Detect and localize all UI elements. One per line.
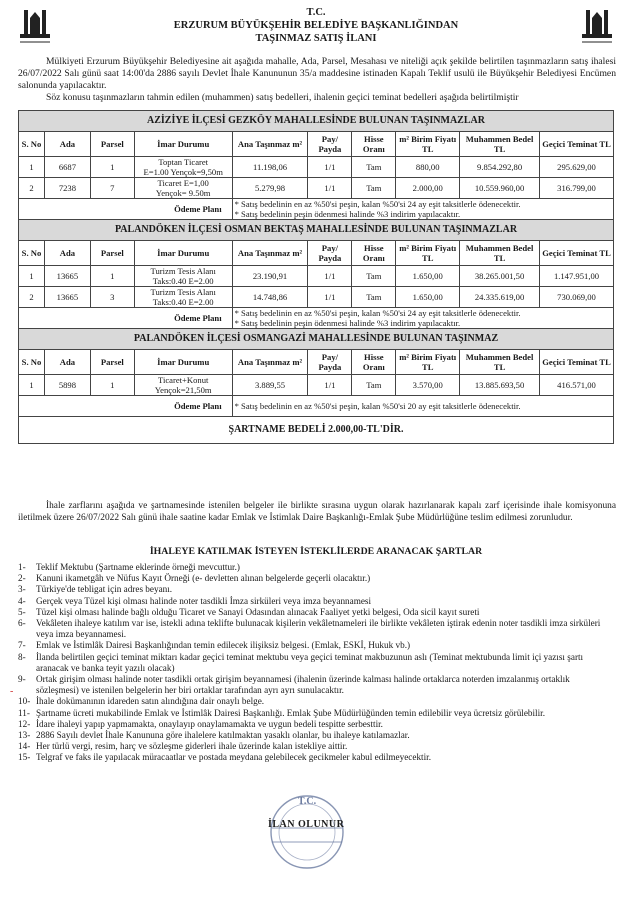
cell-unit: 880,00 bbox=[396, 157, 460, 178]
condition-item bbox=[18, 730, 614, 741]
cell-muh: 38.265.001,50 bbox=[460, 266, 540, 287]
cell-parsel: 1 bbox=[90, 266, 134, 287]
payment-plan-label: Ödeme Planı bbox=[19, 199, 233, 220]
cell-no: 2 bbox=[19, 178, 45, 199]
cell-area: 11.198,06 bbox=[232, 157, 308, 178]
condition-item bbox=[18, 719, 614, 730]
column-header: Muhammen Bedel TL bbox=[460, 132, 540, 157]
condition-item bbox=[18, 640, 614, 651]
column-header: Ada bbox=[44, 132, 90, 157]
table-row bbox=[19, 157, 614, 178]
section-header bbox=[19, 111, 614, 132]
condition-number: 10- bbox=[18, 696, 31, 707]
condition-number: 13- bbox=[18, 730, 31, 741]
condition-text: Ortak girişim olması halinde noter tasdikli ortak girişim beyannamesi (ihalenin üzerinde kalması halinde ortaklarca noterden imzalanmış ortaklık sözleşmesi) ve istenilen belgelerin her biri ortaklar tarafından ayrı ayrı sunulacaktır. bbox=[36, 674, 570, 696]
condition-text: Kanuni ikametgâh ve Nüfus Kayıt Örneği (e- devletten alınan belgelerde geçerli olacaktır.) bbox=[36, 573, 371, 584]
column-header: S. No bbox=[19, 132, 45, 157]
condition-item bbox=[18, 584, 614, 595]
cell-parsel: 1 bbox=[90, 157, 134, 178]
stamp-label: İLAN OLUNUR bbox=[268, 819, 345, 830]
payment-plan-line: * Satış bedelinin en az %50'si peşin, kalan %50'si 24 ay eşit taksitlerle ödenecektir. bbox=[234, 308, 521, 318]
condition-item bbox=[18, 618, 614, 640]
column-header: Pay/ Payda bbox=[308, 132, 352, 157]
cell-no: 1 bbox=[19, 375, 45, 396]
condition-number: 9- bbox=[18, 674, 26, 685]
condition-text: İdare ihaleyi yapıp yapmamakta, onaylayıp onaylamamakta ve uygun bedeli tespitte serbesttir. bbox=[36, 718, 383, 729]
imar-line2: Yençok= 9.50m bbox=[155, 188, 211, 198]
cell-pay: 1/1 bbox=[308, 266, 352, 287]
imar-line1: Ticaret E=1,00 bbox=[157, 178, 209, 188]
condition-number: 5- bbox=[18, 606, 26, 617]
condition-item bbox=[18, 752, 614, 763]
cell-ada: 13665 bbox=[44, 266, 90, 287]
cell-hisse: Tam bbox=[352, 287, 396, 308]
payment-plan-line: * Satış bedelinin peşin ödenmesi halinde %3 indirim yapılacaktır. bbox=[234, 209, 461, 219]
column-header: Pay/ Payda bbox=[308, 350, 352, 375]
column-header: Hisse Oranı bbox=[352, 241, 396, 266]
imar-line2: E=1.00 Yençok=9,50m bbox=[143, 167, 223, 177]
specification-fee: ŞARTNAME BEDELİ 2.000,00-TL'DİR. bbox=[19, 417, 614, 444]
cell-unit: 1.650,00 bbox=[396, 287, 460, 308]
cell-pay: 1/1 bbox=[308, 157, 352, 178]
condition-number: 6- bbox=[18, 618, 26, 629]
table-row bbox=[19, 178, 614, 199]
cell-ada: 7238 bbox=[44, 178, 90, 199]
intro-paragraph-1: Mülkiyeti Erzurum Büyükşehir Belediyesine ait aşağıda mahalle, Ada, Parsel, Mesahası ve niteliği açık şekilde belirtilen taşınmazların satış ihalesi 26/07/2022 Salı günü saat 14:00'da 2886 sayılı Devlet İhale Kanununun 35/a maddesine istinaden Kapalı Teklif usulü ile Büyükşehir Belediyesi Encümen salonunda yapılacaktır. bbox=[18, 56, 616, 91]
column-header: Muhammen Bedel TL bbox=[460, 350, 540, 375]
condition-text: Her türlü vergi, resim, harç ve sözleşme giderleri ihale üzerinde kalan istekliye aittir. bbox=[36, 741, 348, 752]
payment-plan-row bbox=[19, 308, 614, 329]
cell-parsel: 3 bbox=[90, 287, 134, 308]
imar-line2: Taks:0.40 E=2.00 bbox=[152, 276, 214, 286]
column-header-row bbox=[19, 132, 614, 157]
column-header: Geçici Teminat TL bbox=[540, 350, 614, 375]
table-row bbox=[19, 266, 614, 287]
imar-line1: Toptan Ticaret bbox=[158, 157, 209, 167]
cell-hisse: Tam bbox=[352, 157, 396, 178]
condition-item bbox=[18, 652, 614, 674]
cell-imar bbox=[134, 157, 232, 178]
cell-ada: 6687 bbox=[44, 157, 90, 178]
cell-tem: 416.571,00 bbox=[540, 375, 614, 396]
column-header-row bbox=[19, 350, 614, 375]
section-title: PALANDÖKEN İLÇESİ OSMAN BEKTAŞ MAHALLESİNDE BULUNAN TAŞINMAZLAR bbox=[19, 220, 614, 241]
condition-item bbox=[18, 696, 614, 707]
cell-tem: 316.799,00 bbox=[540, 178, 614, 199]
condition-number: 1- bbox=[18, 562, 26, 572]
cell-unit: 1.650,00 bbox=[396, 266, 460, 287]
specification-fee-row bbox=[19, 417, 614, 444]
payment-plan-line: * Satış bedelinin peşin ödenmesi halinde %3 indirim yapılacaktır. bbox=[234, 318, 461, 328]
column-header: Hisse Oranı bbox=[352, 132, 396, 157]
cell-no: 1 bbox=[19, 266, 45, 287]
condition-item bbox=[18, 562, 614, 573]
section-title: AZİZİYE İLÇESİ GEZKÖY MAHALLESİNDE BULUNAN TAŞINMAZLAR bbox=[19, 111, 614, 132]
condition-text: Teklif Mektubu (Şartname eklerinde örneği mevcuttur.) bbox=[36, 562, 240, 572]
official-stamp bbox=[252, 790, 362, 900]
cell-tem: 1.147.951,00 bbox=[540, 266, 614, 287]
condition-text: Emlak ve İstimlâk Dairesi Başkanlığından temin edilecek ilişiksiz belgesi. (Emlak, ESKİ, Hukuk vb.) bbox=[36, 640, 411, 651]
column-header: İmar Durumu bbox=[134, 241, 232, 266]
payment-plan-text bbox=[232, 308, 613, 329]
cell-pay: 1/1 bbox=[308, 178, 352, 199]
table-row bbox=[19, 287, 614, 308]
cell-imar bbox=[134, 178, 232, 199]
intro-paragraph-2: Söz konusu taşınmazların tahmin edilen (muhammen) satış bedelleri, ihalenin geçici teminat bedelleri aşağıda belirtilmiştir bbox=[46, 92, 519, 103]
cell-area: 23.190,91 bbox=[232, 266, 308, 287]
column-header: S. No bbox=[19, 241, 45, 266]
condition-item bbox=[18, 741, 614, 752]
column-header: Parsel bbox=[90, 350, 134, 375]
condition-text: İlanda belirtilen geçici teminat miktarı kadar geçici teminat mektubu veya geçici teminat makbuzunun aslı (Teminat mektubunda limit içi yazısı şartı aranacak ve banka teyit yazılı olacak) bbox=[36, 651, 584, 673]
payment-plan-line: * Satış bedelinin en az %50'si peşin, kalan %50'si 24 ay eşit taksitlerle ödenecektir. bbox=[234, 199, 521, 209]
cell-muh: 10.559.960,00 bbox=[460, 178, 540, 199]
header-line2: ERZURUM BÜYÜKŞEHİR BELEDİYE BAŞKANLIĞINDAN bbox=[173, 20, 459, 31]
condition-text: Gerçek veya Tüzel kişi olması halinde noter tasdikli İmza sirküleri veya imza beyannamesi bbox=[36, 595, 372, 606]
column-header: Parsel bbox=[90, 241, 134, 266]
cell-unit: 3.570,00 bbox=[396, 375, 460, 396]
column-header: Pay/ Payda bbox=[308, 241, 352, 266]
condition-number: 14- bbox=[18, 741, 31, 752]
condition-text: Tüzel kişi olması halinde bağlı olduğu Ticaret ve Sanayi Odasından alınacak Faaliyet yetki belgesi, Oda sicil kayıt sureti bbox=[36, 606, 480, 617]
section-title: PALANDÖKEN İLÇESİ OSMANGAZİ MAHALLESİNDE BULUNAN TAŞINMAZ bbox=[19, 329, 614, 350]
condition-text: Türkiye'de tebligat için adres beyanı. bbox=[36, 584, 173, 595]
payment-plan-text bbox=[232, 396, 613, 417]
cell-imar bbox=[134, 266, 232, 287]
condition-number: 4- bbox=[18, 595, 26, 606]
cell-muh: 9.854.292,80 bbox=[460, 157, 540, 178]
cell-muh: 24.335.619,00 bbox=[460, 287, 540, 308]
submission-text bbox=[18, 500, 616, 524]
document-header bbox=[0, 6, 632, 45]
condition-text: 2886 Sayılı devlet İhale Kanununa göre ihalelere katılmaktan yasaklı olanlar, bu ihaleye katılamazlar. bbox=[36, 730, 410, 741]
stamp-top-text: T.C. bbox=[297, 796, 317, 807]
cell-tem: 730.069,00 bbox=[540, 287, 614, 308]
condition-item bbox=[18, 573, 614, 584]
cell-no: 2 bbox=[19, 287, 45, 308]
condition-text: Şartname ücreti mukabilinde Emlak ve İstimlâk Dairesi Başkanlığı. Emlak Şube Müdürlüğünden temin edilebilir veya ücretsiz görülebilir. bbox=[36, 707, 546, 718]
cell-parsel: 7 bbox=[90, 178, 134, 199]
imar-line1: Turizm Tesis Alanı bbox=[150, 266, 216, 276]
cell-unit: 2.000,00 bbox=[396, 178, 460, 199]
column-header: Geçici Teminat TL bbox=[540, 241, 614, 266]
condition-item bbox=[18, 596, 614, 607]
condition-number: 2- bbox=[18, 573, 26, 584]
cell-tem: 295.629,00 bbox=[540, 157, 614, 178]
condition-text: Vekâleten ihaleye katılım var ise, istekli adına teklifte bulunacak kişilerin vekâletnameleri ile birlikte vekâleten iştirak edenin noter tasdikli imza sirküleri veya imza beyannamesi. bbox=[36, 618, 601, 640]
section-header bbox=[19, 329, 614, 350]
margin-mark: - bbox=[10, 686, 14, 697]
imar-line2: Taks:0.40 E=2.00 bbox=[152, 297, 214, 307]
section-header bbox=[19, 220, 614, 241]
cell-area: 5.279,98 bbox=[232, 178, 308, 199]
column-header: Ana Taşınmaz m² bbox=[232, 241, 308, 266]
condition-number: 8- bbox=[18, 651, 26, 662]
intro-text bbox=[18, 56, 616, 104]
header-line3: TAŞINMAZ SATIŞ İLANI bbox=[255, 33, 377, 44]
cell-muh: 13.885.693,50 bbox=[460, 375, 540, 396]
cell-imar bbox=[134, 287, 232, 308]
property-table bbox=[18, 110, 614, 444]
header-line1: T.C. bbox=[306, 7, 326, 18]
imar-line1: Turizm Tesis Alanı bbox=[150, 287, 216, 297]
payment-plan-label: Ödeme Planı bbox=[19, 396, 233, 417]
condition-number: 12- bbox=[18, 718, 31, 729]
submission-paragraph: İhale zarflarını aşağıda ve şartnamesinde istenilen belgeler ile birlikte sırasına uygun olarak hazırlanarak kapalı zarf içerisinde ihale komisyonuna iletilmek üzere 26/07/2022 Salı günü ihale saatine kadar Emlak ve İstimlak Daire Başkanlığı-Emlak Şube Müdürlüğüne teslim edilmesi zorunludur. bbox=[18, 501, 616, 523]
column-header: İmar Durumu bbox=[134, 132, 232, 157]
imar-line1: Ticaret+Konut bbox=[158, 375, 209, 385]
table-row bbox=[19, 375, 614, 396]
column-header: m² Birim Fiyatı TL bbox=[396, 132, 460, 157]
column-header: Ana Taşınmaz m² bbox=[232, 350, 308, 375]
column-header: m² Birim Fiyatı TL bbox=[396, 241, 460, 266]
cell-parsel: 1 bbox=[90, 375, 134, 396]
cell-imar bbox=[134, 375, 232, 396]
conditions-title: İHALEYE KATILMAK İSTEYEN İSTEKLİLERDE ARANACAK ŞARTLAR bbox=[149, 546, 483, 557]
cell-ada: 13665 bbox=[44, 287, 90, 308]
column-header: m² Birim Fiyatı TL bbox=[396, 350, 460, 375]
conditions-list bbox=[18, 562, 614, 764]
cell-area: 3.889,55 bbox=[232, 375, 308, 396]
condition-text: İhale dokümanının idareden satın alındığına dair onaylı belge. bbox=[36, 696, 265, 707]
condition-item bbox=[18, 708, 614, 719]
condition-number: 11- bbox=[18, 707, 30, 718]
payment-plan-text bbox=[232, 199, 613, 220]
condition-item bbox=[18, 674, 614, 696]
column-header: Hisse Oranı bbox=[352, 350, 396, 375]
cell-ada: 5898 bbox=[44, 375, 90, 396]
cell-hisse: Tam bbox=[352, 266, 396, 287]
condition-number: 15- bbox=[18, 752, 31, 763]
column-header: S. No bbox=[19, 350, 45, 375]
column-header: İmar Durumu bbox=[134, 350, 232, 375]
condition-text: Telgraf ve faks ile yapılacak müracaatlar ve postada meydana gelebilecek gecikmeler kabul edilmeyecektir. bbox=[36, 752, 431, 763]
cell-pay: 1/1 bbox=[308, 375, 352, 396]
column-header: Ana Taşınmaz m² bbox=[232, 132, 308, 157]
payment-plan-row bbox=[19, 396, 614, 417]
column-header: Ada bbox=[44, 350, 90, 375]
cell-hisse: Tam bbox=[352, 178, 396, 199]
column-header: Parsel bbox=[90, 132, 134, 157]
cell-pay: 1/1 bbox=[308, 287, 352, 308]
cell-hisse: Tam bbox=[352, 375, 396, 396]
column-header-row bbox=[19, 241, 614, 266]
column-header: Ada bbox=[44, 241, 90, 266]
condition-item bbox=[18, 607, 614, 618]
column-header: Geçici Teminat TL bbox=[540, 132, 614, 157]
cell-area: 14.748,86 bbox=[232, 287, 308, 308]
payment-plan-line: * Satış bedelinin en az %50'si peşin, kalan %50'si 20 ay eşit taksitlerle ödenecektir. bbox=[234, 401, 521, 411]
condition-number: 3- bbox=[18, 584, 26, 595]
condition-number: 7- bbox=[18, 640, 26, 651]
cell-no: 1 bbox=[19, 157, 45, 178]
column-header: Muhammen Bedel TL bbox=[460, 241, 540, 266]
payment-plan-row bbox=[19, 199, 614, 220]
payment-plan-label: Ödeme Planı bbox=[19, 308, 233, 329]
imar-line2: Yençok=21,50m bbox=[154, 385, 212, 395]
